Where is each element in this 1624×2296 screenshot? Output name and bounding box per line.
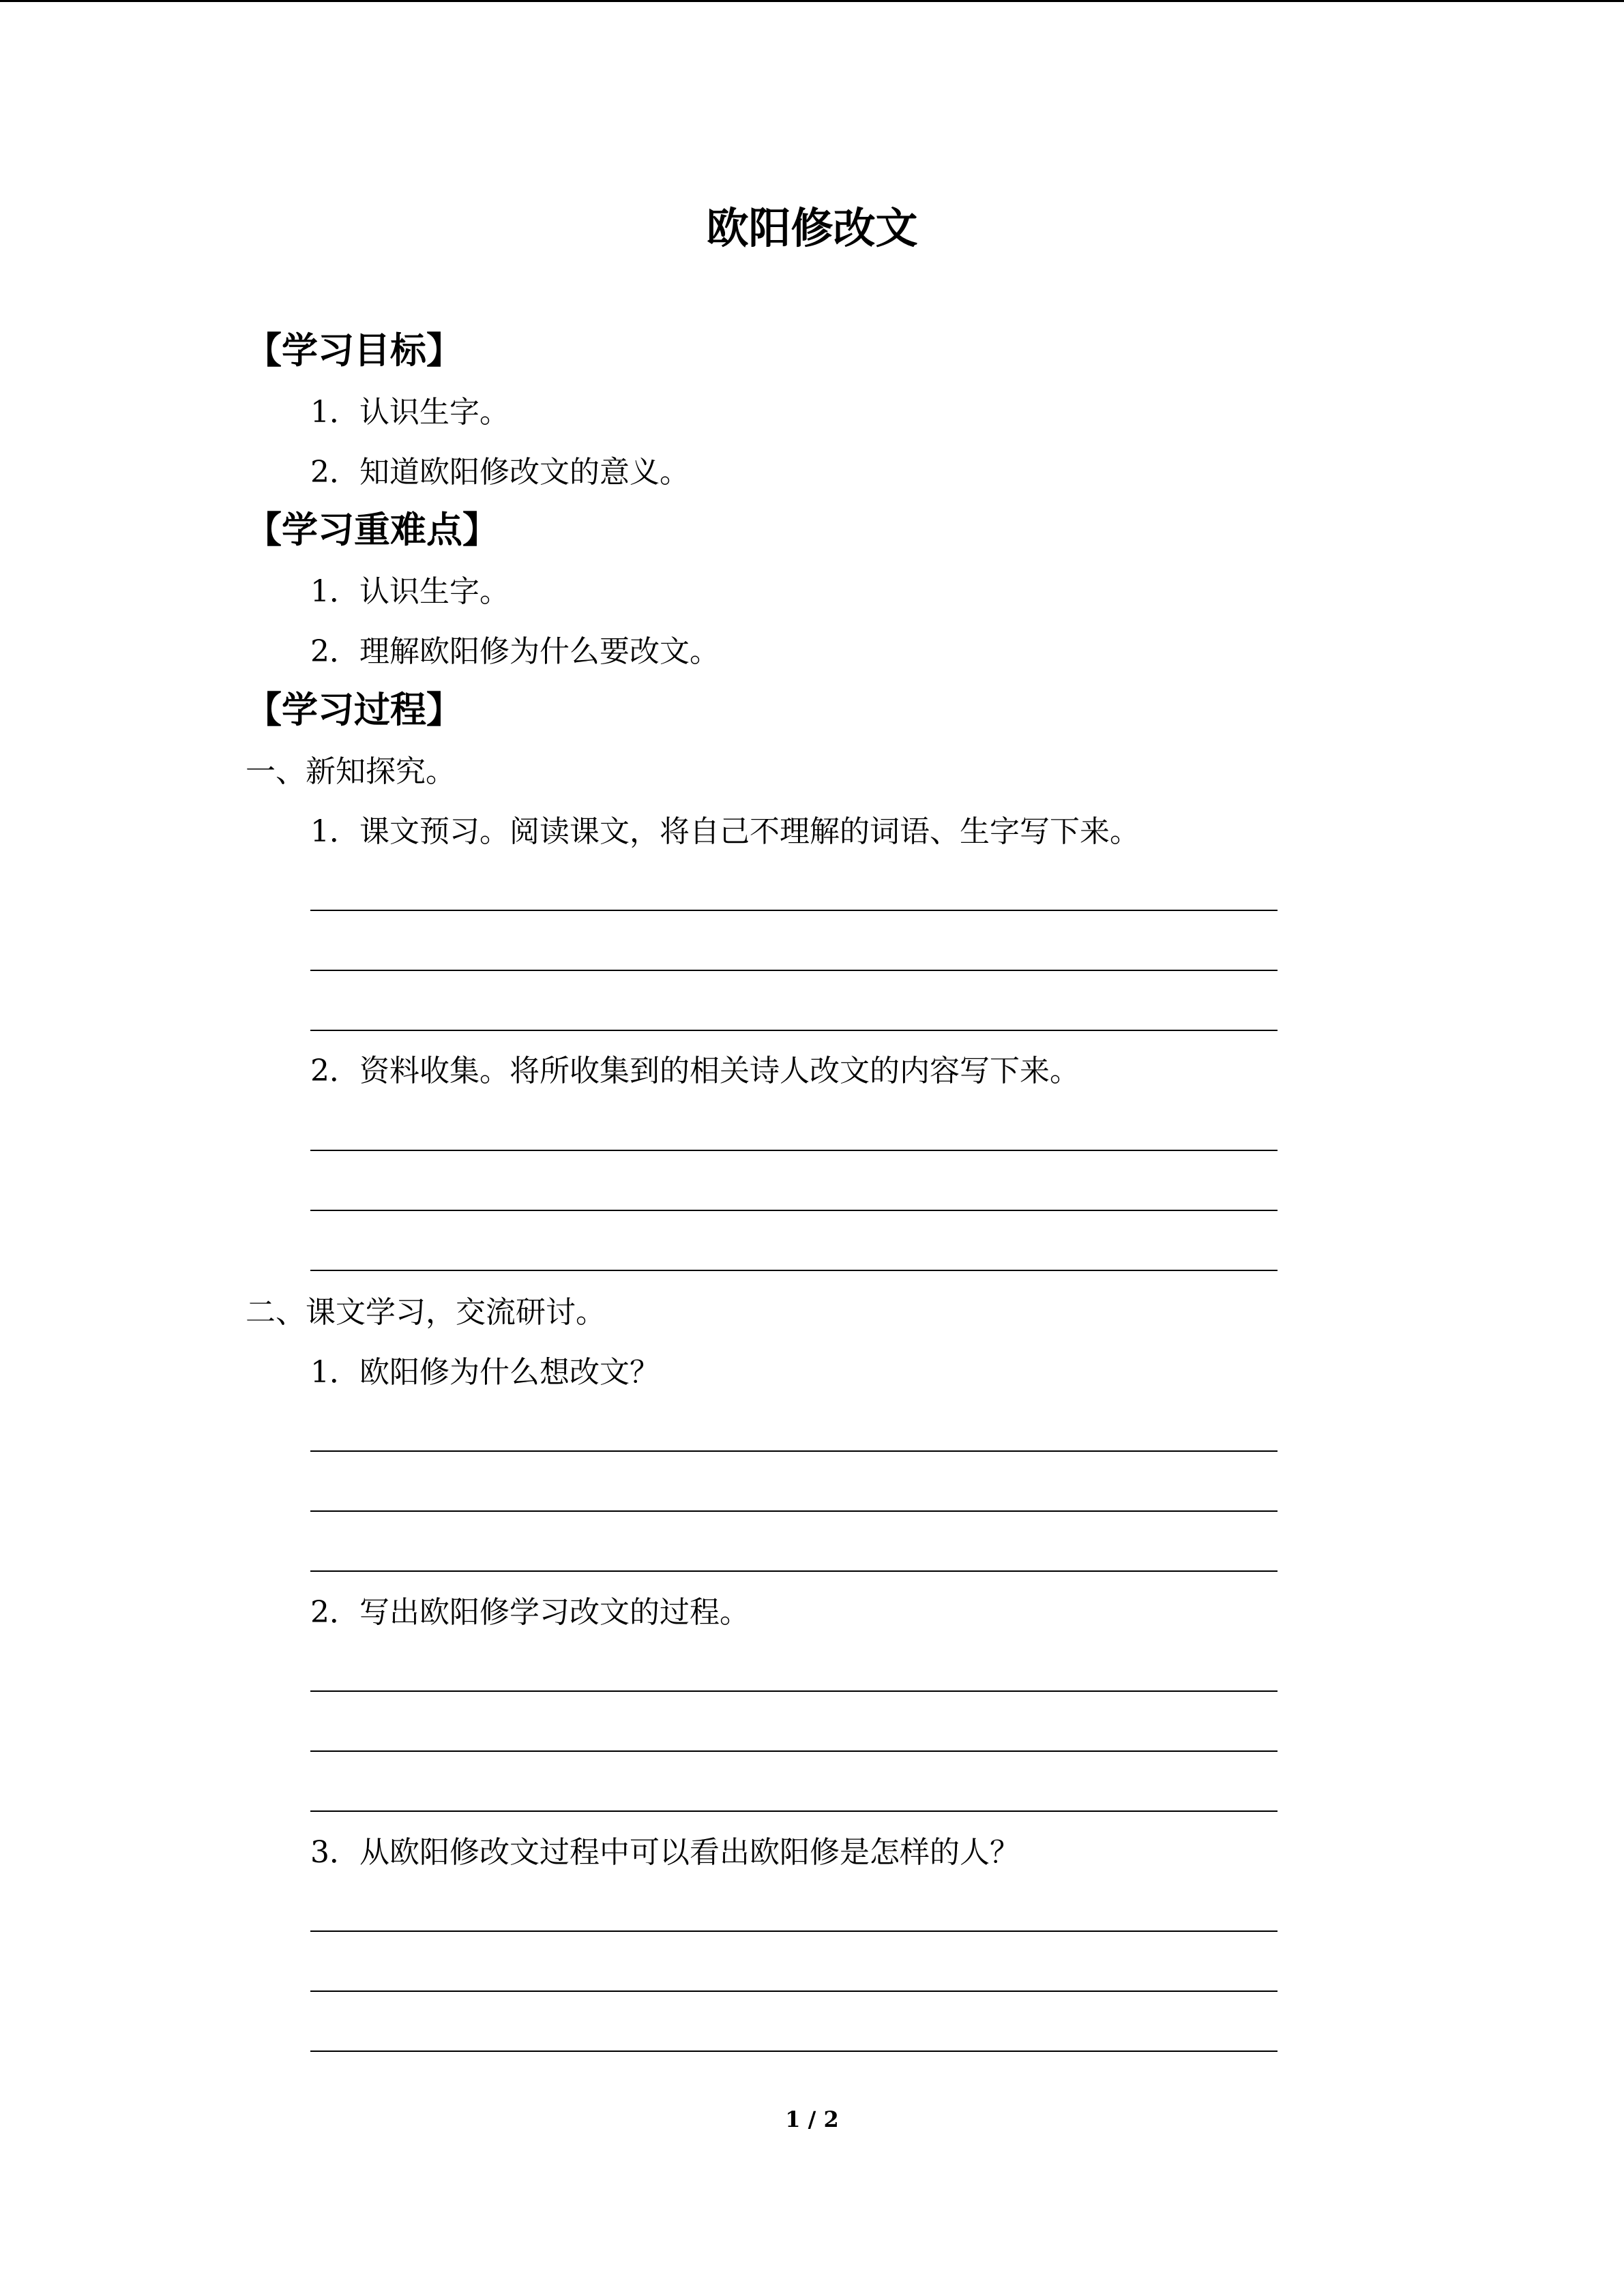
objectives-heading: 【学习目标】 <box>246 330 462 372</box>
answer-line[interactable] <box>310 1270 1278 1271</box>
answer-line[interactable] <box>310 1210 1278 1211</box>
section-2-label: 二、课文学习，交流研讨。 <box>246 1295 606 1330</box>
key-point-item-1: 1．认识生字。 <box>310 574 510 609</box>
section-2-question-2: 2．写出欧阳修学习改文的过程。 <box>310 1595 750 1630</box>
answer-line[interactable] <box>310 1690 1278 1692</box>
answer-line[interactable] <box>310 1030 1278 1031</box>
top-border <box>0 0 1624 2</box>
answer-line[interactable] <box>310 1991 1278 1992</box>
answer-line[interactable] <box>310 910 1278 911</box>
section-2-question-3: 3．从欧阳修改文过程中可以看出欧阳修是怎样的人？ <box>310 1835 1020 1870</box>
section-1-question-2: 2．资料收集。将所收集到的相关诗人改文的内容写下来。 <box>310 1054 1080 1088</box>
objective-item-1: 1．认识生字。 <box>310 395 510 430</box>
page-number: 1 / 2 <box>785 2106 839 2132</box>
answer-line[interactable] <box>310 1150 1278 1151</box>
process-heading: 【学习过程】 <box>246 689 462 731</box>
answer-line[interactable] <box>310 2051 1278 2052</box>
answer-line[interactable] <box>310 1450 1278 1452</box>
page-title: 欧阳修改文 <box>706 203 918 253</box>
section-2-question-1: 1．欧阳修为什么想改文？ <box>310 1355 660 1390</box>
answer-line[interactable] <box>310 1750 1278 1752</box>
answer-line[interactable] <box>310 1930 1278 1932</box>
section-1-label: 一、新知探究。 <box>246 754 456 789</box>
section-1-question-1: 1．课文预习。阅读课文，将自己不理解的词语、生字写下来。 <box>310 814 1140 849</box>
answer-line[interactable] <box>310 1810 1278 1812</box>
key-point-item-2: 2．理解欧阳修为什么要改文。 <box>310 634 720 669</box>
answer-line[interactable] <box>310 1510 1278 1512</box>
answer-line[interactable] <box>310 970 1278 971</box>
key-points-heading: 【学习重难点】 <box>246 509 499 551</box>
answer-line[interactable] <box>310 1570 1278 1572</box>
objective-item-2: 2．知道欧阳修改文的意义。 <box>310 455 690 490</box>
